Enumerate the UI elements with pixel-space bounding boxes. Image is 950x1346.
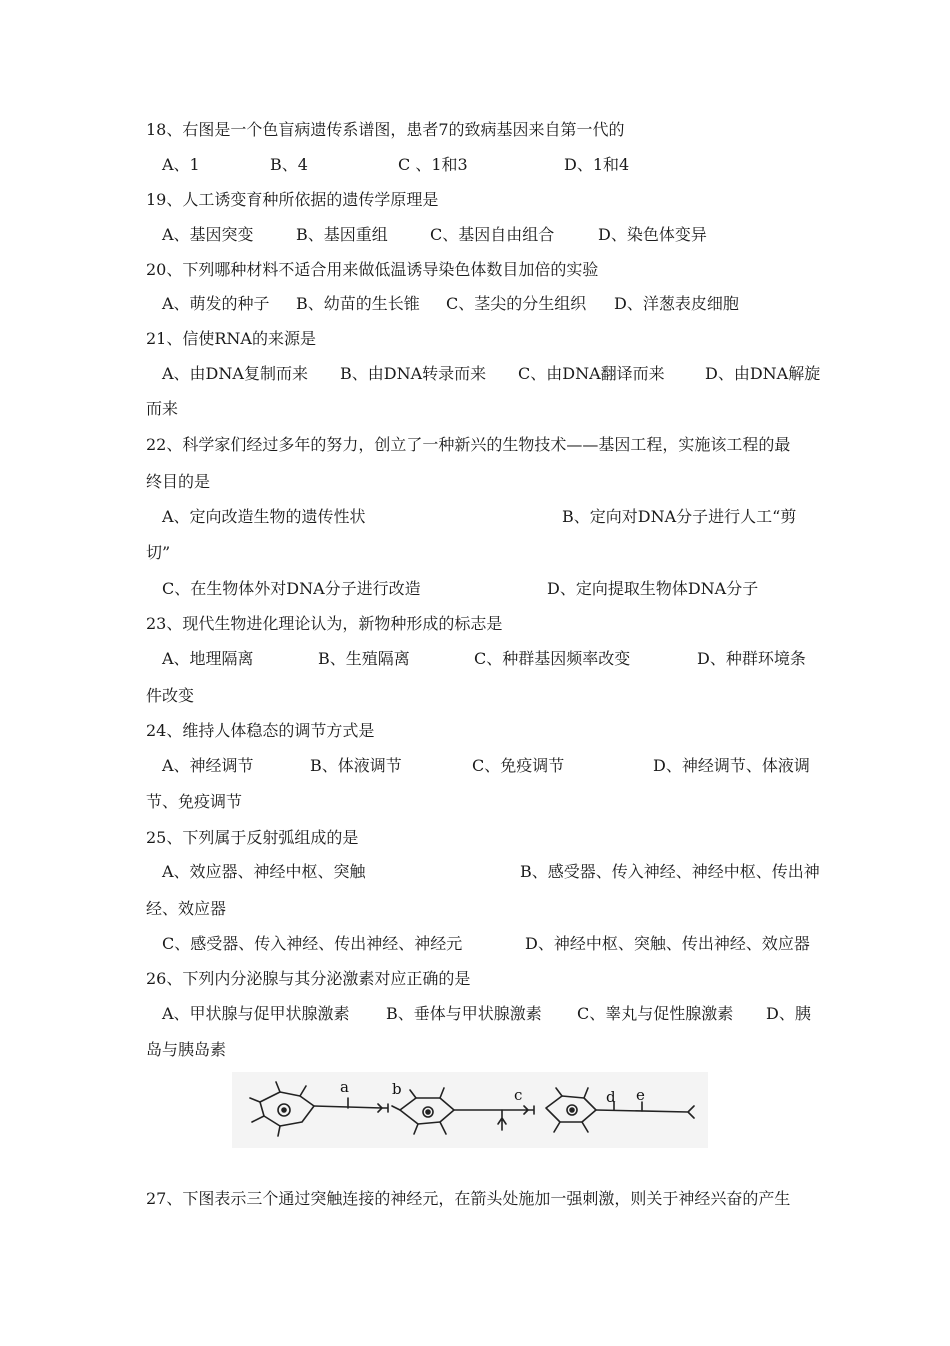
question-24-option-a: A、神经调节 xyxy=(162,756,254,775)
question-18-option-a: A、1 xyxy=(162,155,200,174)
question-22-option-d: D、定向提取生物体DNA分子 xyxy=(547,579,759,598)
question-26-option-a: A、甲状腺与促甲状腺激素 xyxy=(162,1004,350,1023)
question-23-option-c: C、种群基因频率改变 xyxy=(474,649,631,668)
label-c: c xyxy=(514,1086,523,1104)
question-21-option-d-wrap: 而来 xyxy=(146,399,179,418)
question-26-option-b: B、垂体与甲状腺激素 xyxy=(386,1004,542,1023)
neuron-1 xyxy=(250,1082,388,1136)
question-18-option-c: C 、1和3 xyxy=(398,155,468,174)
question-25-option-b-wrap: 经、效应器 xyxy=(146,899,227,918)
question-25-option-d: D、神经中枢、突触、传出神经、效应器 xyxy=(525,934,810,953)
question-20-option-a: A、萌发的种子 xyxy=(162,294,270,313)
question-19-option-d: D、染色体变异 xyxy=(598,225,707,244)
question-23-option-b: B、生殖隔离 xyxy=(318,649,410,668)
label-a: a xyxy=(340,1078,349,1096)
label-e: e xyxy=(636,1086,645,1104)
question-20-option-c: C、茎尖的分生组织 xyxy=(446,294,587,313)
question-24-stem: 24、维持人体稳态的调节方式是 xyxy=(146,721,375,740)
question-22-stem-wrap: 终目的是 xyxy=(146,472,211,491)
question-21-option-d: D、由DNA解旋 xyxy=(705,364,821,383)
neuron-diagram xyxy=(232,1072,708,1148)
question-22-stem: 22、科学家们经过多年的努力，创立了一种新兴的生物技术——基因工程，实施该工程的最 xyxy=(146,435,791,454)
neuron-2 xyxy=(392,1088,534,1134)
question-23-option-d-wrap: 件改变 xyxy=(146,686,195,705)
question-27-stem: 27、下图表示三个通过突触连接的神经元，在箭头处施加一强刺激，则关于神经兴奋的产生 xyxy=(146,1189,791,1208)
question-26-option-d: D、胰 xyxy=(766,1004,811,1023)
question-24-option-c: C、免疫调节 xyxy=(472,756,565,775)
question-25-option-a: A、效应器、神经中枢、突触 xyxy=(162,862,366,881)
question-25-stem: 25、下列属于反射弧组成的是 xyxy=(146,828,359,847)
question-18-option-b: B、4 xyxy=(270,155,308,174)
question-25-option-c: C、感受器、传入神经、传出神经、神经元 xyxy=(162,934,463,953)
question-26-stem: 26、下列内分泌腺与其分泌激素对应正确的是 xyxy=(146,969,471,988)
question-19-stem: 19、人工诱变育种所依据的遗传学原理是 xyxy=(146,190,439,209)
question-18-stem: 18、右图是一个色盲病遗传系谱图，患者7的致病基因来自第一代的 xyxy=(146,120,625,139)
question-21-option-a: A、由DNA复制而来 xyxy=(162,364,308,383)
question-23-option-d: D、种群环境条 xyxy=(697,649,806,668)
question-26-option-c: C、睾丸与促性腺激素 xyxy=(577,1004,734,1023)
question-19-option-b: B、基因重组 xyxy=(296,225,388,244)
label-b: b xyxy=(392,1080,402,1098)
question-20-stem: 20、下列哪种材料不适合用来做低温诱导染色体数目加倍的实验 xyxy=(146,260,599,279)
question-24-option-b: B、体液调节 xyxy=(310,756,402,775)
question-20-option-b: B、幼苗的生长锥 xyxy=(296,294,420,313)
label-d: d xyxy=(606,1088,616,1106)
neuron-synapse-figure xyxy=(232,1072,708,1148)
question-25-option-b: B、感受器、传入神经、神经中枢、传出神 xyxy=(520,862,820,881)
question-22-option-c: C、在生物体外对DNA分子进行改造 xyxy=(162,579,421,598)
question-18-option-d: D、1和4 xyxy=(564,155,630,174)
question-24-option-d-wrap: 节、免疫调节 xyxy=(146,792,243,811)
question-22-option-b: B、定向对DNA分子进行人工“剪 xyxy=(562,507,797,526)
neuron-3 xyxy=(546,1088,694,1132)
question-23-stem: 23、现代生物进化理论认为，新物种形成的标志是 xyxy=(146,614,503,633)
question-22-option-a: A、定向改造生物的遗传性状 xyxy=(162,507,366,526)
question-21-option-b: B、由DNA转录而来 xyxy=(340,364,487,383)
question-19-option-c: C、基因自由组合 xyxy=(430,225,555,244)
question-20-option-d: D、洋葱表皮细胞 xyxy=(614,294,739,313)
question-22-option-b-wrap: 切” xyxy=(146,543,171,562)
question-21-option-c: C、由DNA翻译而来 xyxy=(518,364,665,383)
question-26-option-d-wrap: 岛与胰岛素 xyxy=(146,1040,227,1059)
question-24-option-d: D、神经调节、体液调 xyxy=(653,756,810,775)
question-23-option-a: A、地理隔离 xyxy=(162,649,254,668)
question-21-stem: 21、信使RNA的来源是 xyxy=(146,329,316,348)
question-19-option-a: A、基因突变 xyxy=(162,225,254,244)
